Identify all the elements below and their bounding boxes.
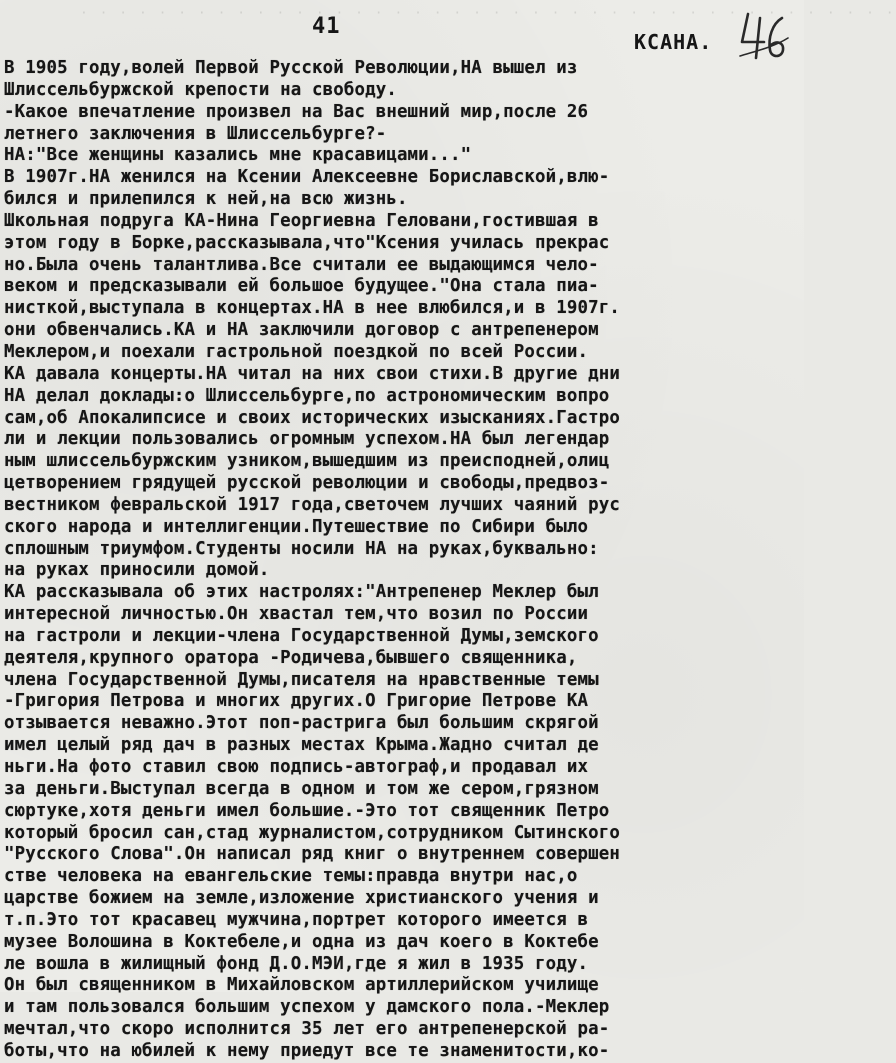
text-line: веком и предсказывали ей большое будущее."Она стала пиа- xyxy=(4,276,599,297)
text-line: "Русского Слова".Он написал ряд книг о внутреннем совершен xyxy=(4,844,620,865)
text-line: который бросил сан,стад журналистом,сотрудником Сытинского xyxy=(4,822,620,843)
text-line: сплошным триумфом.Студенты носили НА на руках,буквально: xyxy=(4,538,599,559)
running-header: КСАНА. xyxy=(634,30,713,54)
page-number: 41 xyxy=(312,14,341,39)
text-line: летнего заключения в Шлиссельбурге?- xyxy=(4,123,387,144)
text-line: НА:"Все женщины казались мне красавицами..." xyxy=(4,145,472,166)
text-line: но.Была очень талантлива.Все считали ее выдающимся чело- xyxy=(4,254,599,275)
text-line: имел целый ряд дач в разных местах Крыма.Жадно считал де xyxy=(4,735,599,756)
text-line: КА рассказывала об этих настролях:"Антрепенер Меклер был xyxy=(4,582,599,603)
text-line: бился и прилепился к ней,на всю жизнь. xyxy=(4,189,408,210)
text-line: ского народа и интеллигенции.Путешествие по Сибири было xyxy=(4,516,589,537)
text-line: -Какое впечатление произвел на Вас внешний мир,после 26 xyxy=(4,101,589,122)
handwritten-page-number xyxy=(738,8,790,64)
text-line: Школьная подруга КА-Нина Георгиевна Геловани,гостившая в xyxy=(4,210,599,231)
text-line: и там пользовался большим успехом у дамского пола.-Меклер xyxy=(4,997,610,1018)
text-line: ным шлиссельбуржским узником,вышедшим из преисподней,олиц xyxy=(4,451,610,472)
text-line: стве человека на евангельские темы:правда внутри нас,о xyxy=(4,866,578,887)
text-line: интересной личностью.Он хвастал тем,что возил по России xyxy=(4,604,589,625)
text-line: члена Государственной Думы,писателя на нравственные темы xyxy=(4,669,599,690)
text-line: Меклером,и поехали гастрольной поездкой по всей России. xyxy=(4,341,589,362)
bleed-through-text: · · · · · · · · · · · · · · · · · · · · · · · · · · · · · · · · · · · · · · · · · · xyxy=(80,6,896,21)
text-line: сюртуке,хотя деньги имел большие.-Это тот священник Петро xyxy=(4,800,610,821)
text-line: Он был священником в Михайловском артиллерийском училище xyxy=(4,975,599,996)
text-line: музее Волошина в Коктебеле,и одна из дач коего в Коктебе xyxy=(4,931,599,952)
text-line: за деньги.Выступал всегда в одном и том же сером,грязном xyxy=(4,778,599,799)
text-line: деятеля,крупного оратора -Родичева,бывшего священника, xyxy=(4,647,578,668)
text-line: нисткой,выступала в концертах.НА в нее влюбился,и в 1907г. xyxy=(4,298,620,319)
text-line: отзывается неважно.Этот поп-растрига был большим скрягой xyxy=(4,713,599,734)
text-line: Шлиссельбуржской крепости на свободу. xyxy=(4,79,397,100)
text-line: сам,об Апокалипсисе и своих исторических изысканиях.Гастро xyxy=(4,407,620,428)
text-line: мечтал,что скоро исполнится 35 лет его антрепенерской ра- xyxy=(4,1019,610,1040)
text-line: -Григория Петрова и многих других.О Григорие Петрове КА xyxy=(4,691,589,712)
text-line: на руках приносили домой. xyxy=(4,560,270,581)
text-line: В 1905 году,волей Первой Русской Революции,НА вышел из xyxy=(4,58,578,78)
text-line: т.п.Это тот красавец мужчина,портрет которого имеется в xyxy=(4,909,589,930)
text-line: вестником февральской 1917 года,светочем лучших чаяний рус xyxy=(4,494,620,515)
text-line: КА давала концерты.НА читал на них свои стихи.В другие дни xyxy=(4,363,620,384)
text-line: ньги.На фото ставил свою подпись-автограф,и продавал их xyxy=(4,757,589,777)
body-text xyxy=(4,58,802,1063)
text-line: ли и лекции пользовались огромным успехом.НА был легендар xyxy=(4,429,610,450)
text-line: они обвенчались.КА и НА заключили договор с антрепенером xyxy=(4,320,599,341)
text-line: этом году в Борке,рассказывала,что"Ксения училась прекрас xyxy=(4,232,610,253)
text-line: боты,что на юбилей к нему приедут все те знаменитости,ко- xyxy=(4,1040,610,1061)
text-line: В 1907г.НА женился на Ксении Алексеевне Бориславской,влю- xyxy=(4,167,610,188)
text-line: НА делал доклады:о Шлиссельбурге,по астрономическим вопро xyxy=(4,385,610,406)
text-line: цетворением грядущей русской революции и свободы,предвоз- xyxy=(4,473,610,494)
text-line: царстве божием на земле,изложение христианского учения и xyxy=(4,888,599,909)
text-line: ле вошла в жилищный фонд Д.О.МЭИ,где я жил в 1935 году. xyxy=(4,953,589,974)
text-line: на гастроли и лекции-члена Государственной Думы,земского xyxy=(4,625,599,646)
